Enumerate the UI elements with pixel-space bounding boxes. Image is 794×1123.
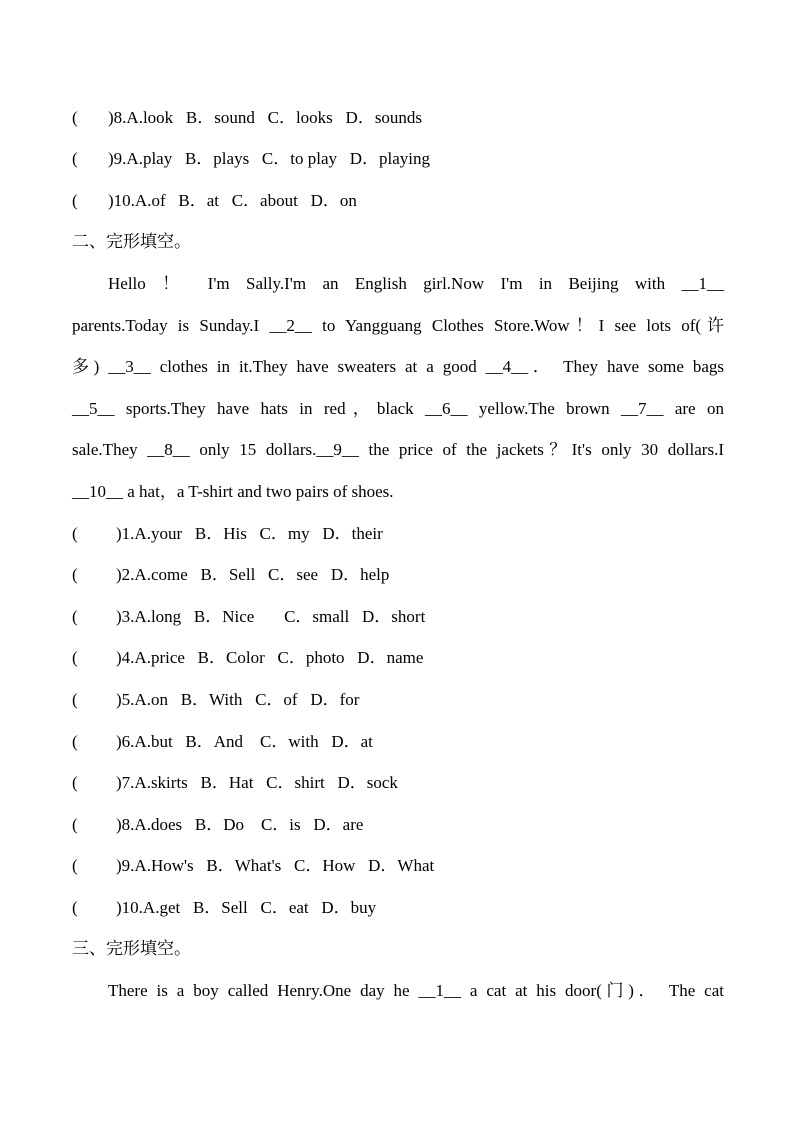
- answer-bracket[interactable]: (: [72, 898, 78, 917]
- s2-question-1: ( )1.A.your B．His C．my D．their: [72, 522, 383, 546]
- s2-question-2: ( )2.A.come B．Sell C．see D．help: [72, 563, 389, 587]
- passage-line: sale.They __8__ only 15 dollars.__9__ the price of the jackets？It's only 30 dollars.I: [72, 440, 724, 460]
- s2-question-9: ( )9.A.How's B．What's C．How D．What: [72, 854, 434, 878]
- answer-bracket[interactable]: (: [72, 648, 78, 667]
- section-2-heading: 二、完形填空。: [72, 232, 191, 252]
- passage-line: __5__ sports.They have hats in red，black __6__ yellow.The brown __7__ are on: [72, 398, 724, 418]
- section-3-passage: [72, 970, 724, 1012]
- answer-bracket[interactable]: (: [72, 732, 78, 751]
- s2-question-10: ( )10.A.get B．Sell C．eat D．buy: [72, 896, 376, 920]
- answer-bracket[interactable]: (: [72, 149, 78, 168]
- section-3-heading: 三、完形填空。: [72, 939, 191, 959]
- section-2-passage: [72, 263, 724, 513]
- question-8-options: ( )8.A.look B．sound C．looks D．sounds: [72, 106, 422, 130]
- passage-line: Hello ！ I'm Sally.I'm an English girl.Now I'm in Beijing with __1__: [108, 274, 724, 293]
- passage-line: __10__ a hat，a T-shirt and two pairs of shoes.: [72, 481, 394, 501]
- s2-question-7: ( )7.A.skirts B．Hat C．shirt D．sock: [72, 771, 398, 795]
- s2-question-5: ( )5.A.on B．With C．of D．for: [72, 688, 359, 712]
- passage-line: parents.Today is Sunday.I __2__ to Yangguang Clothes Store.Wow！I see lots of(许: [72, 315, 724, 335]
- s2-question-6: ( )6.A.but B．And C．with D．at: [72, 730, 373, 754]
- answer-bracket[interactable]: (: [72, 108, 78, 127]
- answer-bracket[interactable]: (: [72, 856, 78, 875]
- answer-bracket[interactable]: (: [72, 524, 78, 543]
- s2-question-8: ( )8.A.does B．Do C．is D．are: [72, 813, 363, 837]
- passage-line: 多) __3__ clothes in it.They have sweaters at a good __4__． They have some bags: [72, 357, 724, 377]
- passage-line: There is a boy called Henry.One day he __1__ a cat at his door(门)． The cat: [108, 981, 724, 1000]
- answer-bracket[interactable]: (: [72, 191, 78, 210]
- answer-bracket[interactable]: (: [72, 815, 78, 834]
- question-9-options: ( )9.A.play B．plays C．to play D．playing: [72, 147, 430, 171]
- answer-bracket[interactable]: (: [72, 565, 78, 584]
- s2-question-4: ( )4.A.price B．Color C．photo D．name: [72, 646, 423, 670]
- answer-bracket[interactable]: (: [72, 773, 78, 792]
- answer-bracket[interactable]: (: [72, 607, 78, 626]
- answer-bracket[interactable]: (: [72, 690, 78, 709]
- question-10-options: ( )10.A.of B．at C．about D．on: [72, 189, 357, 213]
- s2-question-3: ( )3.A.long B．Nice C．small D．short: [72, 605, 425, 629]
